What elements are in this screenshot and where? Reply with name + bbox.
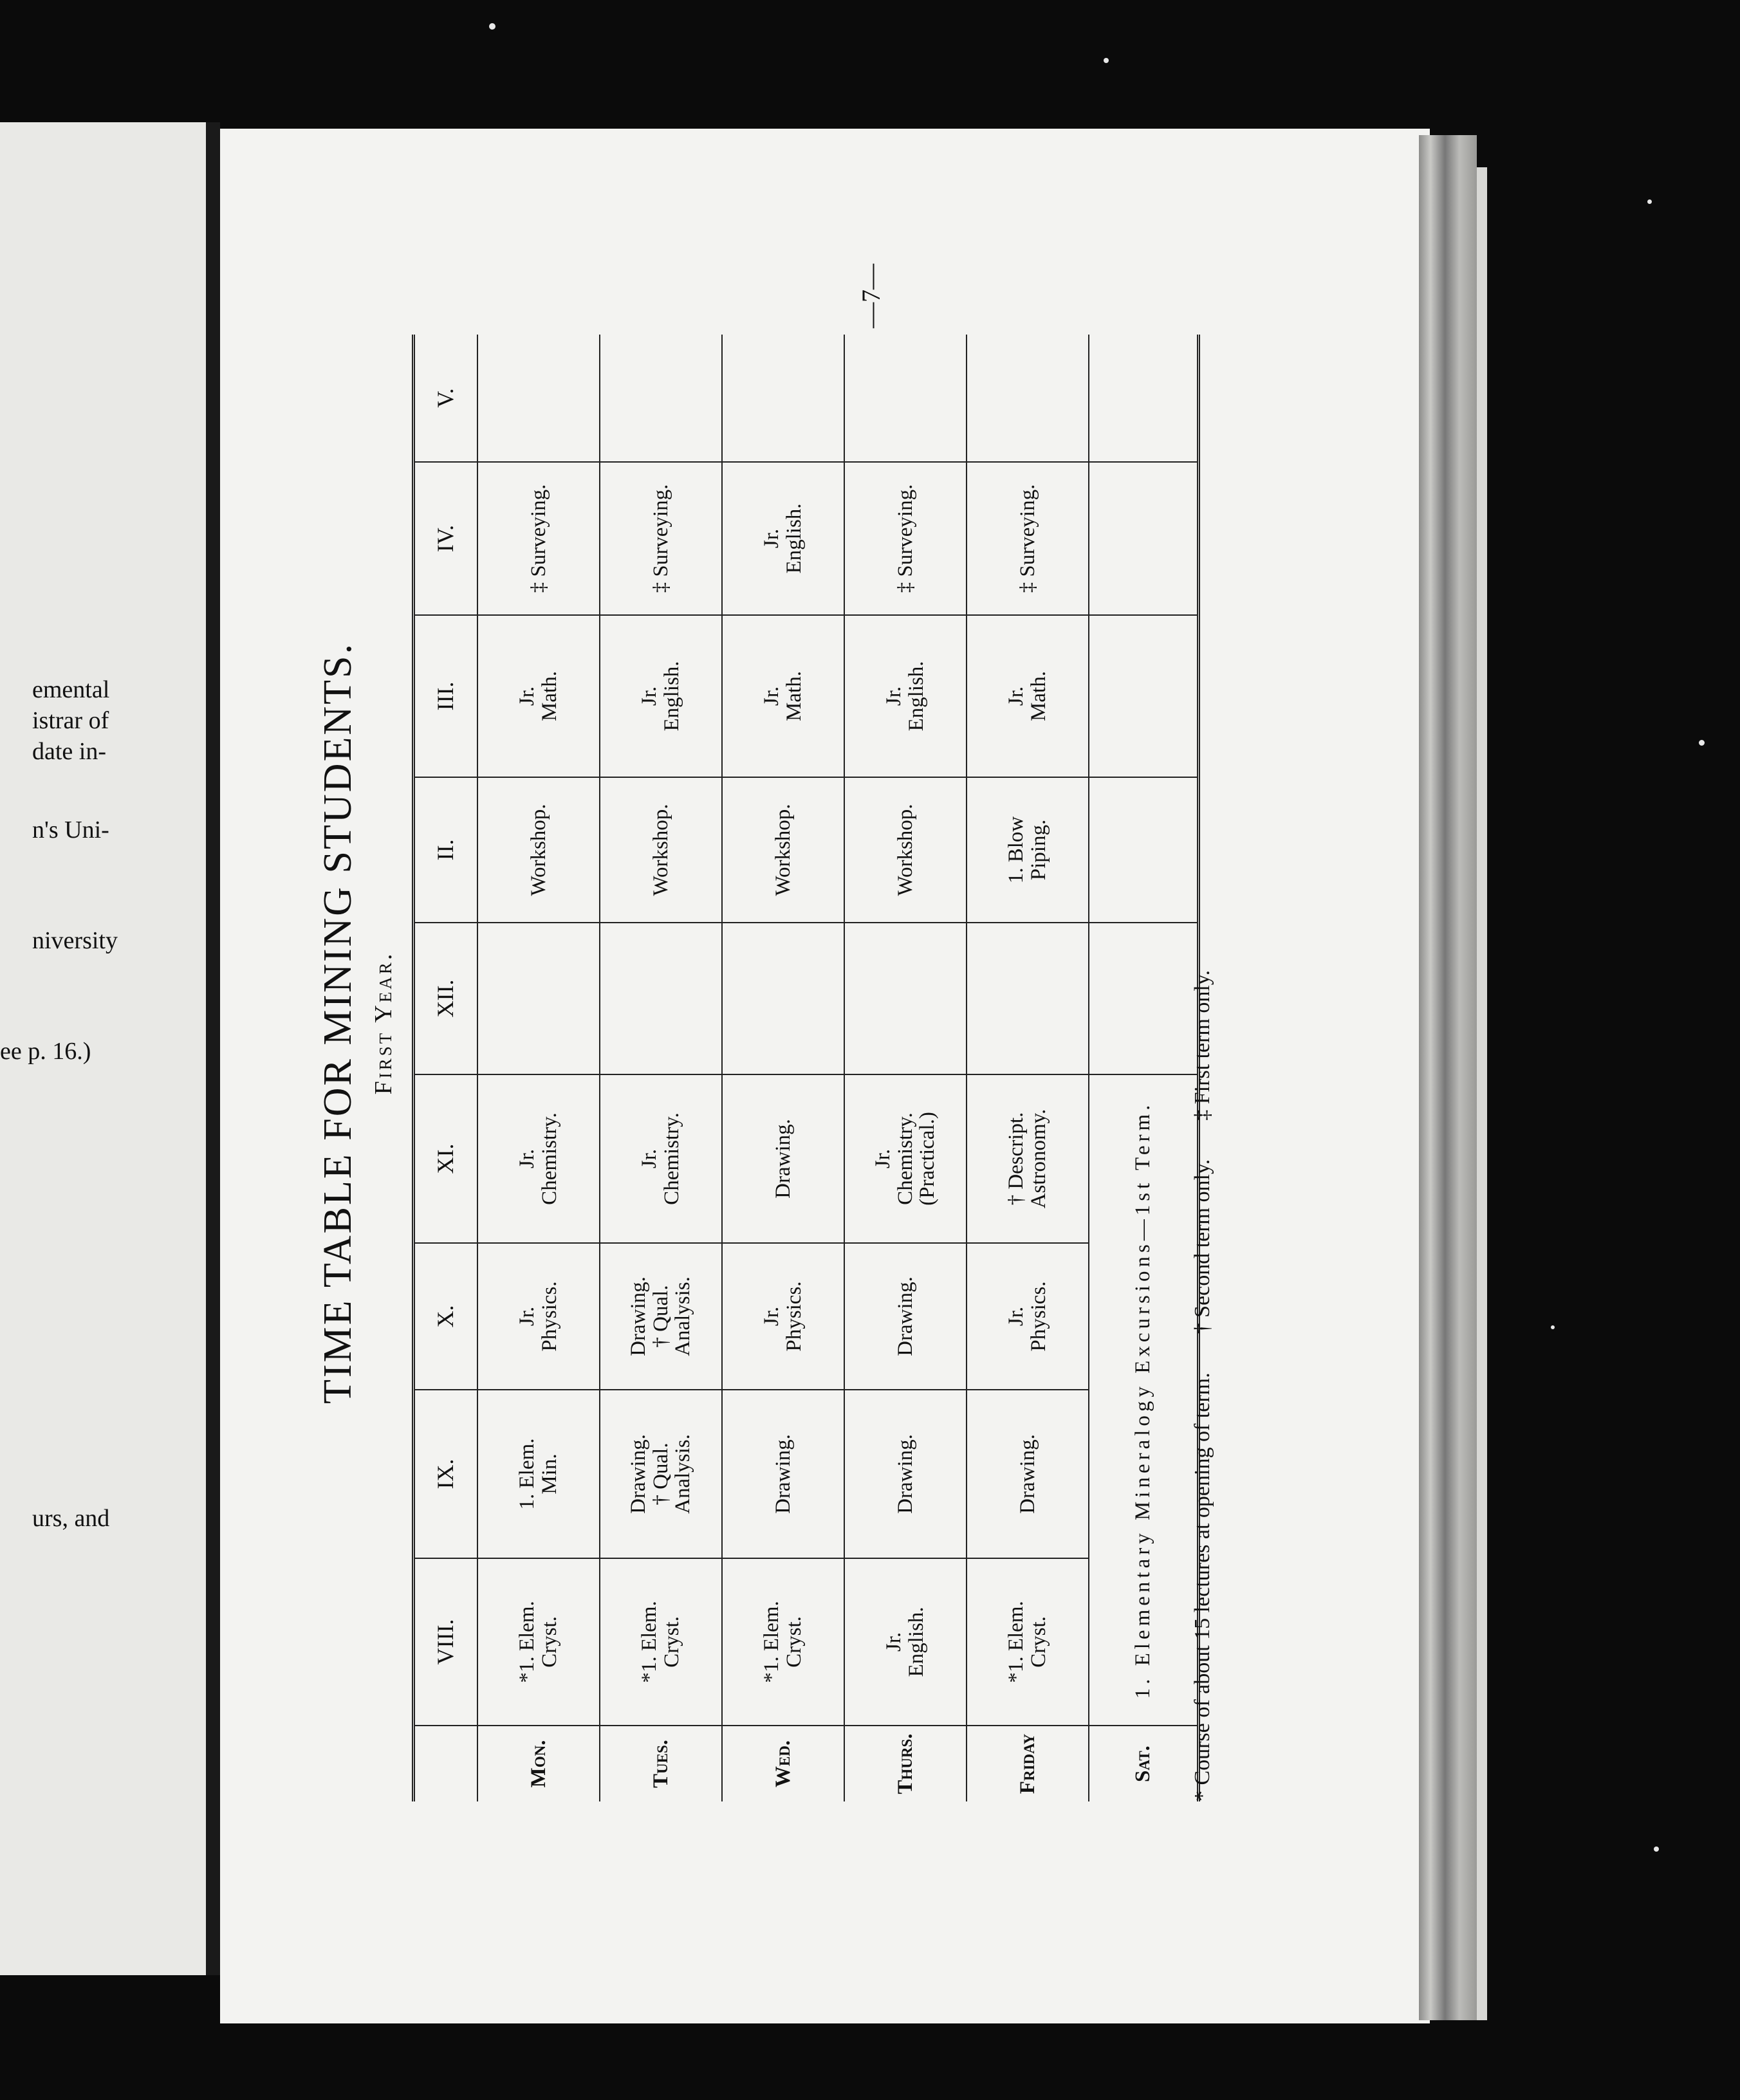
table-cell: † Descript. Astronomy. xyxy=(967,1074,1089,1243)
header-cell-corner xyxy=(414,1726,478,1801)
table-cell: 1. Elem. Min. xyxy=(477,1390,600,1558)
table-cell: Workshop. xyxy=(477,777,600,923)
page-subtitle: First Year. xyxy=(370,951,397,1095)
header-cell-ix: IX. xyxy=(414,1390,478,1558)
day-label: Wed. xyxy=(771,1740,795,1788)
table-cell: Drawing. † Qual. Analysis. xyxy=(600,1243,722,1390)
table-row xyxy=(967,335,1089,1801)
table-cell xyxy=(844,923,967,1074)
day-label: Friday xyxy=(1015,1733,1039,1794)
table-cell: ‡ Surveying. xyxy=(967,462,1089,615)
table-cell xyxy=(477,923,600,1074)
table-cell: Drawing. xyxy=(722,1074,844,1243)
page-stack-edge xyxy=(1477,167,1487,2020)
table-cell: Jr. Physics. xyxy=(722,1243,844,1390)
table-cell: ‡ Surveying. xyxy=(600,462,722,615)
previous-page-text: istrar of xyxy=(32,707,109,734)
table-cell xyxy=(600,923,722,1074)
table-cell xyxy=(1089,923,1198,1074)
table-cell: Jr. Math. xyxy=(722,615,844,777)
table-cell: *1. Elem. Cryst. xyxy=(477,1558,600,1726)
dust-speck xyxy=(489,23,495,30)
dust-speck xyxy=(1699,740,1705,746)
table-cell: Drawing. xyxy=(844,1243,967,1390)
table-cell: Jr. Physics. xyxy=(967,1243,1089,1390)
saturday-excursion-cell: 1. Elementary Mineralogy Excursions—1st Term. xyxy=(1089,1074,1198,1726)
previous-page-text: n's Uni- xyxy=(32,816,109,843)
dust-speck xyxy=(1647,199,1652,204)
timetable xyxy=(412,335,1200,1801)
table-cell: Jr. English. xyxy=(844,615,967,777)
table-cell: Jr. Math. xyxy=(967,615,1089,777)
table-cell xyxy=(1089,335,1198,462)
footnotes xyxy=(1190,335,1215,1801)
table-cell: Jr. English. xyxy=(722,462,844,615)
day-label: Mon. xyxy=(526,1740,550,1788)
table-cell: Jr. English. xyxy=(844,1558,967,1726)
day-label: Tues. xyxy=(649,1740,672,1789)
footnote-double-dagger: ‡ First term only. xyxy=(1190,970,1214,1121)
footnote-asterisk: * Course of about 15 lectures at opening of term. xyxy=(1190,1372,1214,1801)
table-cell: *1. Elem. Cryst. xyxy=(600,1558,722,1726)
table-row xyxy=(477,335,600,1801)
table-cell xyxy=(1089,462,1198,615)
page-title: TIME TABLE FOR MINING STUDENTS. xyxy=(316,642,360,1404)
header-cell-viii: VIII. xyxy=(414,1558,478,1726)
book-gutter xyxy=(206,122,220,1975)
header-cell-iii: III. xyxy=(414,615,478,777)
page-stack-edge xyxy=(1419,135,1477,2020)
table-cell xyxy=(722,335,844,462)
table-row xyxy=(722,335,844,1801)
table-cell: Jr. Math. xyxy=(477,615,600,777)
table-cell: Workshop. xyxy=(844,777,967,923)
table-cell xyxy=(967,335,1089,462)
previous-page-text: ee p. 16.) xyxy=(0,1038,91,1065)
table-cell xyxy=(1089,615,1198,777)
previous-page-text: emental xyxy=(32,676,110,703)
table-cell xyxy=(722,923,844,1074)
table-cell: ‡ Surveying. xyxy=(844,462,967,615)
dust-speck xyxy=(1551,1325,1555,1329)
table-cell xyxy=(967,923,1089,1074)
table-cell: 1. Blow Piping. xyxy=(967,777,1089,923)
header-cell-v: V. xyxy=(414,335,478,462)
header-cell-xii: XII. xyxy=(414,923,478,1074)
table-cell: Drawing. xyxy=(844,1390,967,1558)
header-cell-x: X. xyxy=(414,1243,478,1390)
dust-speck xyxy=(1654,1847,1659,1852)
table-cell: *1. Elem. Cryst. xyxy=(722,1558,844,1726)
table-cell: Drawing. † Qual. Analysis. xyxy=(600,1390,722,1558)
header-cell-iv: IV. xyxy=(414,462,478,615)
table-cell: Workshop. xyxy=(722,777,844,923)
table-row xyxy=(844,335,967,1801)
header-cell-xi: XI. xyxy=(414,1074,478,1243)
table-cell: Jr. English. xyxy=(600,615,722,777)
previous-page-text: date in- xyxy=(32,738,107,765)
table-cell: Drawing. xyxy=(722,1390,844,1558)
table-cell: Workshop. xyxy=(600,777,722,923)
day-label: Thurs. xyxy=(893,1733,917,1794)
day-label: Sat. xyxy=(1131,1745,1154,1782)
previous-page-text: niversity xyxy=(32,927,118,954)
table-cell: Drawing. xyxy=(967,1390,1089,1558)
rotated-page-content xyxy=(315,238,1358,1808)
dust-speck xyxy=(1104,58,1109,63)
table-cell xyxy=(600,335,722,462)
header-row xyxy=(414,335,478,1801)
table-row-saturday xyxy=(1089,335,1198,1801)
table-cell: Jr. Physics. xyxy=(477,1243,600,1390)
table-cell: ‡ Surveying. xyxy=(477,462,600,615)
previous-page-text: urs, and xyxy=(32,1505,110,1532)
table-row xyxy=(600,335,722,1801)
table-cell xyxy=(477,335,600,462)
footnote-dagger: † Second term only. xyxy=(1190,1159,1214,1334)
page-number: —7— xyxy=(856,264,885,328)
table-cell: Jr. Chemistry. xyxy=(477,1074,600,1243)
table-cell xyxy=(844,335,967,462)
table-cell xyxy=(1089,777,1198,923)
table-cell: Jr. Chemistry. xyxy=(600,1074,722,1243)
table-cell: Jr. Chemistry. (Practical.) xyxy=(844,1074,967,1243)
table-cell: *1. Elem. Cryst. xyxy=(967,1558,1089,1726)
header-cell-ii: II. xyxy=(414,777,478,923)
